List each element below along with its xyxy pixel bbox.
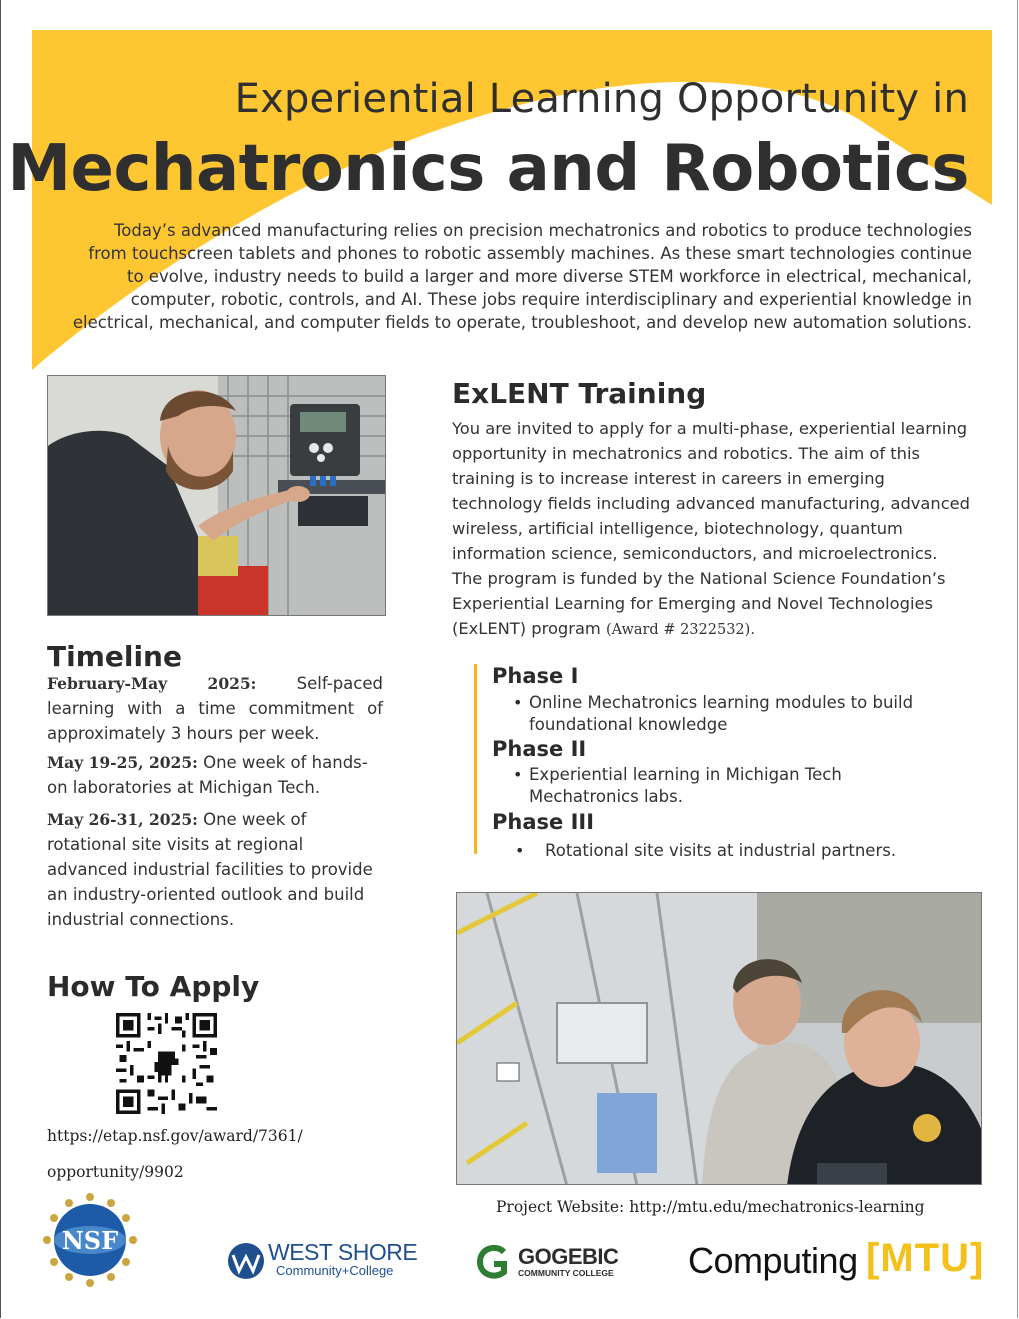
west-shore-sub: Community+College xyxy=(276,1263,394,1278)
timeline-date: May 19-25, 2025: xyxy=(47,753,198,772)
phase-2-item-line: Mechatronics labs. xyxy=(529,787,683,806)
west-shore-logo xyxy=(226,1239,418,1285)
apply-url-line1[interactable]: https://etap.nsf.gov/award/7361/ xyxy=(47,1127,303,1145)
bullet-icon: • xyxy=(515,841,525,860)
phase-1-item xyxy=(529,692,913,736)
mtu-tag: [MTU] xyxy=(866,1236,985,1280)
qr-code-icon[interactable] xyxy=(116,1013,217,1114)
how-to-apply-heading: How To Apply xyxy=(47,970,260,1003)
timeline-heading: Timeline xyxy=(47,640,182,673)
nsf-logo xyxy=(43,1193,137,1287)
intro-line: Today’s advanced manufacturing relies on precision mechatronics and robotics to produce technologies xyxy=(114,221,972,240)
intro-line: to evolve, industry needs to build a larger and more diverse STEM workforce in electrical, mechanical, xyxy=(126,267,972,286)
timeline-date: May 26-31, 2025: xyxy=(47,810,198,829)
nsf-logo-text: NSF xyxy=(61,1226,119,1255)
photo-technician-control-panel xyxy=(47,375,386,616)
gogebic-logo xyxy=(474,1242,624,1284)
computing-mtu-logo xyxy=(688,1236,988,1286)
exlent-paragraph xyxy=(452,416,972,643)
timeline-text: Self-paced learning with a time commitment of approximately 3 hours per week. xyxy=(47,674,383,743)
intro-line: electrical, mechanical, and computer fields to operate, troubleshoot, and develop new automation solutions. xyxy=(72,313,972,332)
phase-1-item-line: foundational knowledge xyxy=(529,715,728,734)
page-title-line2: Mechatronics and Robotics xyxy=(7,132,969,206)
west-shore-icon xyxy=(226,1241,266,1281)
timeline-entry-2 xyxy=(47,750,383,800)
exlent-body-text: You are invited to apply for a multi-phase, experiential learning opportunity in mechatronics and robotics. The aim of this training is to increase interest in careers in emerging technology fields including advanced manufacturing, advanced wireless, artificial intelligence, biotechnology, quantum information science, semiconductors, and microelectronics. The program is funded by the National Science Foundation’s Experiential Learning for Emerging and Novel Technologies (ExLENT) program xyxy=(452,419,971,638)
computing-text: Computing xyxy=(688,1240,858,1281)
timeline-date: February-May 2025: xyxy=(47,674,257,693)
bullet-icon: • xyxy=(513,693,523,712)
bullet-icon: • xyxy=(513,765,523,784)
intro-line: from touchscreen tablets and phones to robotic assembly machines. As these smart technologies continue xyxy=(88,244,972,263)
phase-2-item-line: Experiential learning in Michigan Tech xyxy=(529,765,842,784)
phase-2-item xyxy=(529,764,842,808)
west-shore-name: WEST SHORE xyxy=(268,1239,418,1265)
phase-1-item-line: Online Mechatronics learning modules to build xyxy=(529,693,914,712)
exlent-heading: ExLENT Training xyxy=(452,377,707,410)
timeline-text: One week of rotational site visits at regional advanced industrial facilities to provide an industry-oriented outlook and build industrial connections. xyxy=(47,810,373,929)
timeline-entry-1 xyxy=(47,671,383,746)
photo-mechatronics-lab xyxy=(456,892,982,1185)
intro-paragraph xyxy=(60,219,972,334)
phase-3-item: Rotational site visits at industrial partners. xyxy=(545,841,897,860)
gogebic-name: GOGEBIC xyxy=(518,1244,619,1269)
project-website[interactable]: Project Website: http://mtu.edu/mechatronics-learning xyxy=(496,1198,925,1216)
gogebic-sub: COMMUNITY COLLEGE xyxy=(518,1268,614,1278)
phase-1-title: Phase I xyxy=(492,664,579,688)
timeline-text: One week of hands-on laboratories at Michigan Tech. xyxy=(47,753,368,797)
apply-url-line2[interactable]: opportunity/9902 xyxy=(47,1163,184,1181)
award-number: (Award # 2322532). xyxy=(605,622,755,638)
phase-2-title: Phase II xyxy=(492,737,587,761)
page-title-line1: Experiential Learning Opportunity in xyxy=(234,76,969,122)
timeline-entry-3 xyxy=(47,807,383,932)
phase-3-title: Phase III xyxy=(492,810,595,834)
intro-line: computer, robotic, controls, and AI. These jobs require interdisciplinary and experiential knowledge in xyxy=(130,290,972,309)
gogebic-icon xyxy=(474,1242,514,1282)
phases-section xyxy=(474,664,967,860)
